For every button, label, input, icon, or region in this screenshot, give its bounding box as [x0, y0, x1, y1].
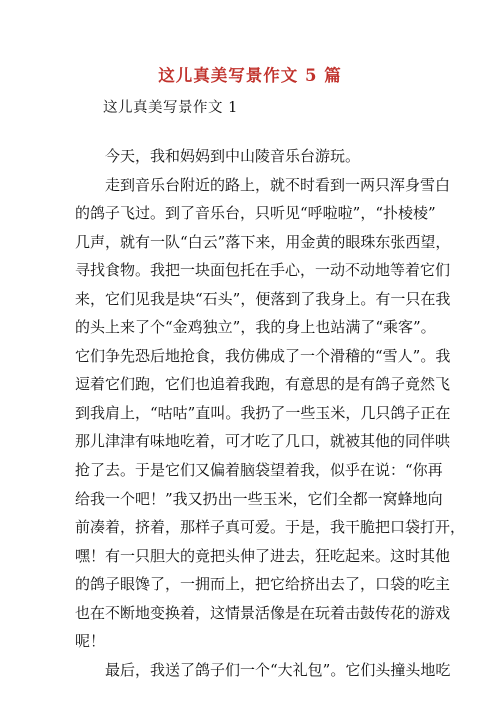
text-line: 嘿！有一只胆大的竟把头伸了进去，狂吃起来。这时其他 — [75, 546, 451, 565]
text-line: 走到音乐台附近的路上，就不时看到一两只浑身雪白 — [105, 175, 451, 194]
text-line: 的鸽子眼馋了，一拥而上，把它给挤出去了，口袋的吃主 — [75, 575, 451, 594]
text-line: 今天，我和妈妈到中山陵音乐台游玩。 — [105, 147, 361, 165]
text-line: 寻找食物。我把一块面包托在手心，一动不动地等着它们 — [75, 261, 451, 280]
text-line: 的鸽子飞过。到了音乐台，只听见“呼啦啦”，“扑棱棱” — [75, 204, 436, 223]
text-line: 给我一个吧！”我又扔出一些玉米，它们全都一窝蜂地向 — [75, 489, 443, 508]
text-line: 逗着它们跑，它们也追着我跑，有意思的是有鸽子竟然飞 — [75, 375, 451, 394]
text-line: 来，它们见我是块“石头”，便落到了我身上。有一只在我 — [75, 289, 451, 308]
text-line: 抢了去。于是它们又偏着脑袋望着我，似乎在说：“你再 — [75, 461, 443, 480]
essay-body — [75, 142, 466, 684]
text-line: 几声，就有一队“白云”落下来，用金黄的眼珠东张西望， — [75, 232, 451, 251]
text-line: 最后，我送了鸽子们一个“大礼包”。它们头撞头地吃 — [105, 660, 451, 679]
section-subtitle: 这儿真美写景作文 1 — [103, 100, 238, 116]
document-title: 这儿真美写景作文 5 篇 — [158, 66, 342, 85]
text-line: 它们争先恐后地抢食，我仿佛成了一个滑稽的“雪人”。我 — [75, 346, 451, 365]
text-line: 也在不断地变换着，这情景活像是在玩着击鼓传花的游戏 — [75, 603, 451, 622]
text-line: 到我肩上，“咕咕”直叫。我扔了一些玉米，几只鸽子正在 — [75, 403, 451, 422]
text-line: 那儿津津有味地吃着，可才吃了几口，就被其他的同伴哄 — [75, 432, 451, 451]
text-line: 前凑着，挤着，那样子真可爱。于是，我干脆把口袋打开， — [75, 518, 466, 537]
text-line: 呢！ — [75, 632, 106, 651]
text-line: 的头上来了个“金鸡独立”，我的身上也站满了“乘客”。 — [75, 318, 436, 337]
